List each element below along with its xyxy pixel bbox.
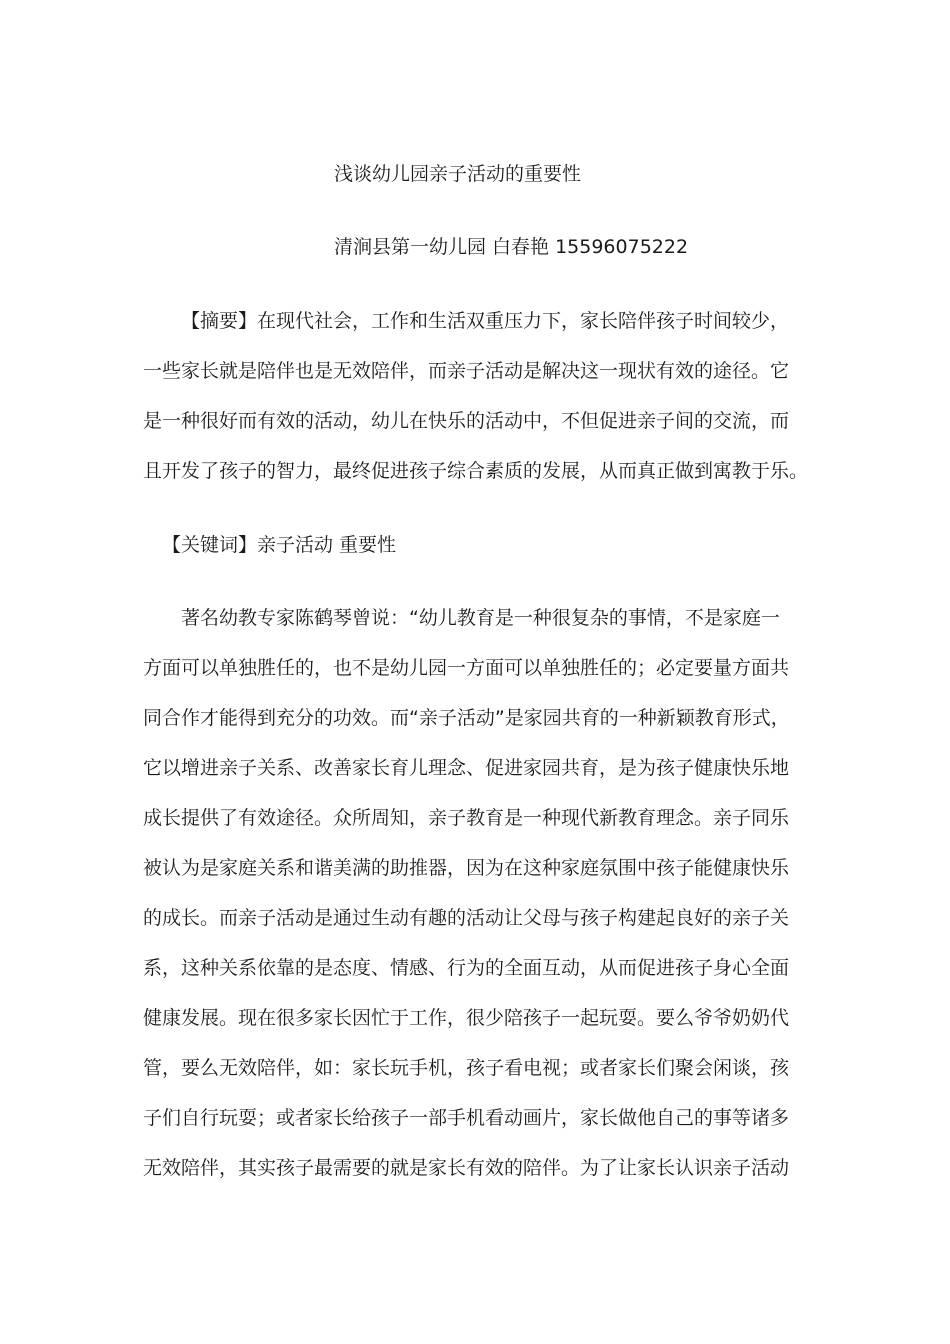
body-line: 子们自行玩耍；或者家长给孩子一部手机看动画片，家长做他自己的事等诸多: [143, 1107, 790, 1129]
body-line: 系，这种关系依靠的是态度、情感、行为的全面互动，从而促进孩子身心全面: [143, 957, 790, 979]
body-line: 被认为是家庭关系和谐美满的助推器，因为在这种家庭氛围中孩子能健康快乐: [143, 857, 790, 879]
body-line: 成长提供了有效途径。众所周知，亲子教育是一种现代新教育理念。亲子同乐: [143, 807, 790, 829]
abstract-line: 是一种很好而有效的活动，幼儿在快乐的活动中，不但促进亲子间的交流，而: [143, 410, 790, 432]
body-line: 它以增进亲子关系、改善家长育儿理念、促进家园共育，是为孩子健康快乐地: [143, 757, 790, 779]
body-line: 方面可以单独胜任的，也不是幼儿园一方面可以单独胜任的；必定要量方面共: [143, 657, 790, 679]
abstract-line: 【摘要】在现代社会，工作和生活双重压力下，家长陪伴孩子时间较少，: [181, 310, 790, 332]
body-line: 同合作才能得到充分的功效。而“亲子活动”是家园共育的一种新颖教育形式，: [143, 707, 790, 729]
body-line: 健康发展。现在很多家长因忙于工作，很少陪孩子一起玩耍。要么爷爷奶奶代: [143, 1007, 790, 1029]
body-line: 管，要么无效陪伴，如：家长玩手机，孩子看电视；或者家长们聚会闲谈，孩: [143, 1057, 790, 1079]
document-title: 浅谈幼儿园亲子活动的重要性: [334, 163, 582, 185]
abstract-line: 一些家长就是陪伴也是无效陪伴，而亲子活动是解决这一现状有效的途径。它: [143, 360, 790, 382]
author-line: 清涧县第一幼儿园 白春艳 15596075222: [334, 236, 689, 258]
keywords-line: 【关键词】亲子活动 重要性: [162, 534, 397, 556]
abstract-line: 且开发了孩子的智力，最终促进孩子综合素质的发展，从而真正做到寓教于乐。: [143, 460, 809, 482]
body-line: 的成长。而亲子活动是通过生动有趣的活动让父母与孩子构建起良好的亲子关: [143, 907, 790, 929]
body-line: 无效陪伴，其实孩子最需要的就是家长有效的陪伴。为了让家长认识亲子活动: [143, 1157, 790, 1179]
body-line: 著名幼教专家陈鹤琴曾说：“幼儿教育是一种很复杂的事情，不是家庭一: [181, 607, 780, 629]
